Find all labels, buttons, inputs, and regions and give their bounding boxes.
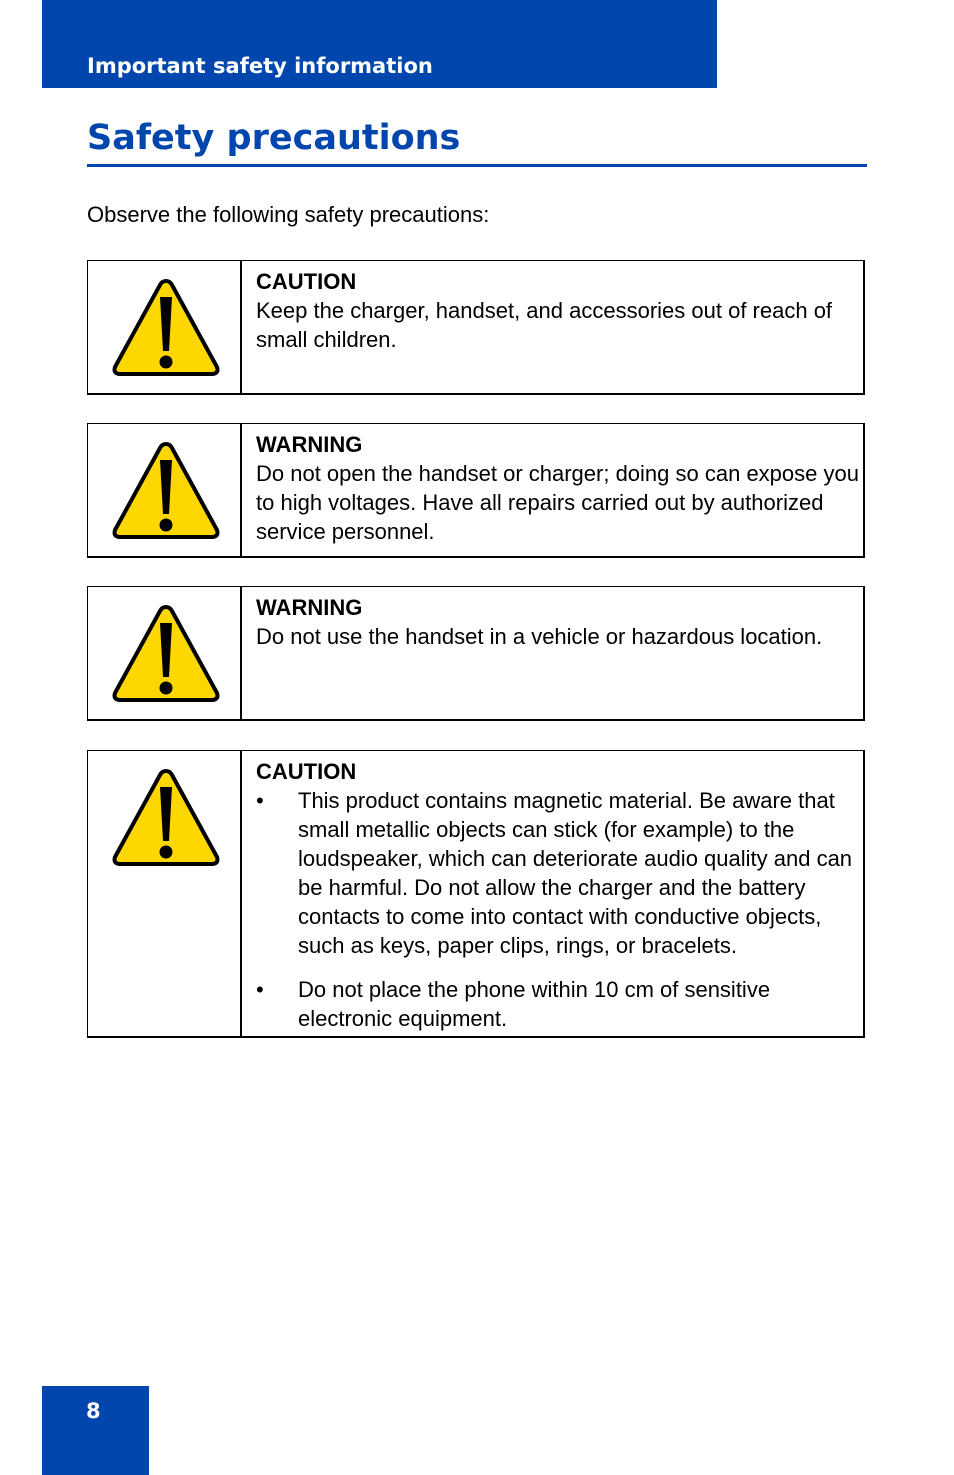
page-number-band <box>42 1386 149 1475</box>
intro-text: Observe the following safety precautions: <box>87 202 490 227</box>
bullet-text: Do not place the phone within 10 cm of sensitive electronic equipment. <box>298 977 771 1031</box>
warning-triangle-icon <box>110 601 222 707</box>
header-band <box>42 0 717 88</box>
notice-heading: CAUTION <box>256 269 357 294</box>
bullet-mark: • <box>256 788 264 813</box>
notice-body: Do not open the handset or charger; doing so can expose you to high voltages. Have all repairs carried out by authorized service personnel. <box>256 461 859 544</box>
notice-text-cell <box>242 261 863 393</box>
warning-triangle-icon <box>110 765 222 871</box>
bullet-text: This product contains magnetic material. Be aware that small metallic objects can stick (for example) to the loudspeaker, which can deteriorate audio quality and can be harmful. Do not allow the charger and the battery contacts to come into contact with conductive objects, such as keys, paper clips, rings, or bracelets. <box>298 788 853 958</box>
caution-notice-magnetic <box>87 750 865 1038</box>
notice-icon-cell <box>88 587 242 719</box>
notice-icon-cell <box>88 751 242 1036</box>
warning-triangle-icon <box>110 438 222 544</box>
notice-heading: WARNING <box>256 432 363 457</box>
notice-text-cell <box>242 587 863 719</box>
notice-heading: CAUTION <box>256 759 357 784</box>
notice-body: Do not use the handset in a vehicle or hazardous location. <box>256 624 823 649</box>
warning-notice-voltage <box>87 423 865 558</box>
notice-heading: WARNING <box>256 595 363 620</box>
notice-text-cell <box>242 751 863 1036</box>
list-item <box>256 975 861 1033</box>
caution-notice-children <box>87 260 865 395</box>
page-title: Safety precautions <box>87 118 461 158</box>
notice-body: Keep the charger, handset, and accessories out of reach of small children. <box>256 298 833 352</box>
section-label: Important safety information <box>87 54 433 78</box>
notice-icon-cell <box>88 261 242 393</box>
bullet-list <box>256 786 861 1033</box>
notice-text-cell <box>242 424 863 556</box>
title-rule <box>87 164 867 167</box>
warning-triangle-icon <box>110 275 222 381</box>
bullet-mark: • <box>256 977 264 1002</box>
list-item <box>256 786 861 960</box>
warning-notice-vehicle <box>87 586 865 721</box>
notice-icon-cell <box>88 424 242 556</box>
page-number: 8 <box>86 1399 101 1423</box>
